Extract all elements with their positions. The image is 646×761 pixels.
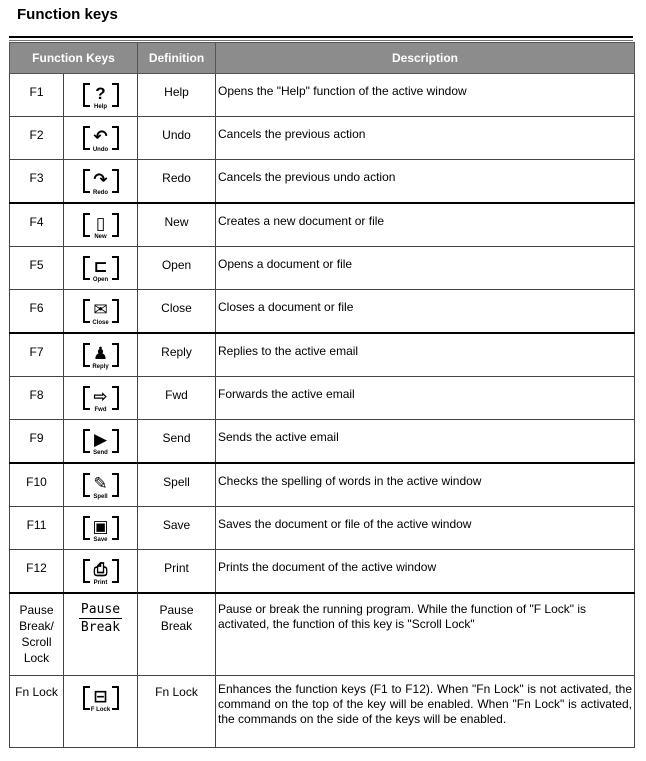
header-function-keys: Function Keys bbox=[10, 43, 138, 74]
key-name-line: Break/ bbox=[19, 619, 54, 633]
definition-line: Pause bbox=[159, 603, 194, 617]
definition-cell: Save bbox=[138, 507, 216, 550]
key-cell: F6 bbox=[10, 290, 64, 334]
description-cell: Enhances the function keys (F1 to F12). When "Fn Lock" is not activated, the command on the top of the key will be enabled. When "Fn Lock" is activated, the commands on the side of the keys will be enabled. bbox=[216, 675, 635, 747]
description-cell: Pause or break the running program. While the function of "F Lock" is activated, the function of this key is "Scroll Lock" bbox=[216, 593, 635, 675]
key-cell: F1 bbox=[10, 74, 64, 117]
icon-cell bbox=[64, 117, 138, 160]
definition-cell: Open bbox=[138, 247, 216, 290]
icon-cell bbox=[64, 675, 138, 747]
new-key-icon: ▯ New bbox=[81, 209, 121, 243]
description-cell: Cancels the previous undo action bbox=[216, 160, 635, 204]
description-cell: Sends the active email bbox=[216, 420, 635, 464]
definition-cell: Redo bbox=[138, 160, 216, 204]
icon-cell bbox=[64, 74, 138, 117]
icon-cell bbox=[64, 333, 138, 377]
key-cell: F10 bbox=[10, 463, 64, 507]
icon-cell bbox=[64, 507, 138, 550]
icon-cell bbox=[64, 463, 138, 507]
definition-line: Break bbox=[160, 619, 193, 633]
key-cell: F12 bbox=[10, 550, 64, 594]
pause-break-key-icon bbox=[79, 601, 122, 636]
description-cell: Closes a document or file bbox=[216, 290, 635, 334]
icon-cell bbox=[64, 377, 138, 420]
fwd-key-icon: ⇨ Fwd bbox=[81, 382, 121, 416]
key-cell: F2 bbox=[10, 117, 64, 160]
table-row bbox=[10, 333, 635, 377]
pause-icon-top: Pause bbox=[80, 602, 121, 617]
description-cell: Opens the "Help" function of the active window bbox=[216, 74, 635, 117]
description-cell: Checks the spelling of words in the active window bbox=[216, 463, 635, 507]
key-cell: F4 bbox=[10, 203, 64, 247]
send-key-icon: ▶ Send bbox=[81, 425, 121, 459]
key-name-line: Scroll bbox=[21, 635, 52, 649]
definition-cell: Send bbox=[138, 420, 216, 464]
title-rule-thin bbox=[9, 40, 633, 41]
icon-cell bbox=[64, 593, 138, 675]
key-cell: F9 bbox=[10, 420, 64, 464]
key-cell: F8 bbox=[10, 377, 64, 420]
pause-icon-bottom: Break bbox=[80, 620, 121, 635]
table-row bbox=[10, 247, 635, 290]
header-description: Description bbox=[216, 43, 635, 74]
save-key-icon: ▣ Save bbox=[81, 512, 121, 546]
table-row bbox=[10, 203, 635, 247]
definition-cell: Fn Lock bbox=[138, 675, 216, 747]
table-row bbox=[10, 290, 635, 334]
table-row-pause-break bbox=[10, 593, 635, 675]
description-cell: Creates a new document or file bbox=[216, 203, 635, 247]
help-key-icon: ? Help bbox=[81, 79, 121, 113]
table-row bbox=[10, 463, 635, 507]
icon-cell bbox=[64, 550, 138, 594]
open-key-icon: ⊏ Open bbox=[81, 252, 121, 286]
description-cell: Cancels the previous action bbox=[216, 117, 635, 160]
f-lock-key-icon: ⊟ F Lock bbox=[81, 682, 121, 716]
redo-key-icon: ↷ Redo bbox=[81, 165, 121, 199]
key-cell: F7 bbox=[10, 333, 64, 377]
key-cell bbox=[10, 593, 64, 675]
table-row-fn-lock bbox=[10, 675, 635, 747]
title-rule bbox=[9, 36, 633, 38]
function-keys-table bbox=[9, 42, 635, 748]
icon-cell bbox=[64, 420, 138, 464]
definition-cell: Spell bbox=[138, 463, 216, 507]
spell-key-icon: ✎ Spell bbox=[81, 469, 121, 503]
table-row bbox=[10, 420, 635, 464]
icon-cell bbox=[64, 247, 138, 290]
table-row bbox=[10, 74, 635, 117]
page-title: Function keys bbox=[17, 6, 118, 23]
definition-cell: Reply bbox=[138, 333, 216, 377]
description-cell: Saves the document or file of the active window bbox=[216, 507, 635, 550]
key-cell: F5 bbox=[10, 247, 64, 290]
description-cell: Replies to the active email bbox=[216, 333, 635, 377]
key-cell: Fn Lock bbox=[10, 675, 64, 747]
undo-key-icon: ↶ Undo bbox=[81, 122, 121, 156]
table-row bbox=[10, 117, 635, 160]
description-cell: Opens a document or file bbox=[216, 247, 635, 290]
icon-cell bbox=[64, 290, 138, 334]
close-key-icon: ✉ Close bbox=[81, 295, 121, 329]
table-row bbox=[10, 160, 635, 204]
icon-cell bbox=[64, 160, 138, 204]
definition-cell: Undo bbox=[138, 117, 216, 160]
definition-cell: Print bbox=[138, 550, 216, 594]
definition-cell: Close bbox=[138, 290, 216, 334]
print-key-icon: ⎙ Print bbox=[81, 555, 121, 589]
key-cell: F3 bbox=[10, 160, 64, 204]
definition-cell: Fwd bbox=[138, 377, 216, 420]
icon-cell bbox=[64, 203, 138, 247]
key-cell: F11 bbox=[10, 507, 64, 550]
header-definition: Definition bbox=[138, 43, 216, 74]
table-row bbox=[10, 550, 635, 594]
table-row bbox=[10, 507, 635, 550]
description-cell: Forwards the active email bbox=[216, 377, 635, 420]
table-row bbox=[10, 377, 635, 420]
reply-key-icon: ♟ Reply bbox=[81, 339, 121, 373]
definition-cell: New bbox=[138, 203, 216, 247]
key-name-line: Lock bbox=[23, 651, 50, 665]
table-header-row bbox=[10, 43, 635, 74]
definition-cell bbox=[138, 593, 216, 675]
description-cell: Prints the document of the active window bbox=[216, 550, 635, 594]
key-name-line: Pause bbox=[19, 603, 54, 617]
definition-cell: Help bbox=[138, 74, 216, 117]
